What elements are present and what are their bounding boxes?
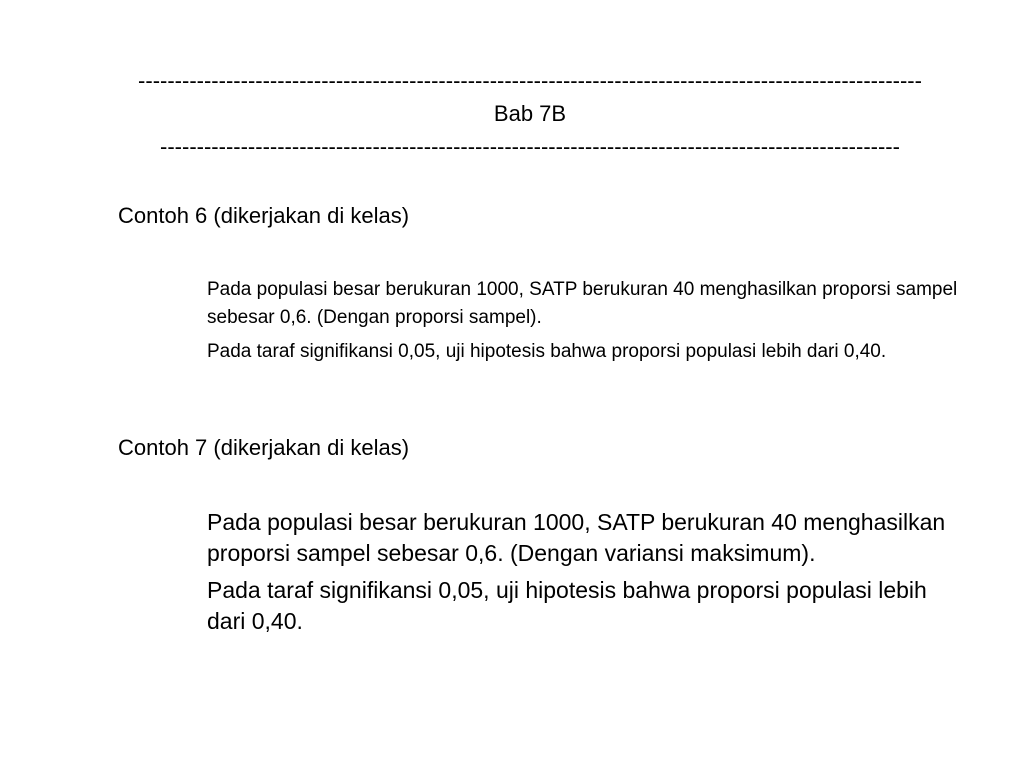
example-7-paragraph-2: Pada taraf signifikansi 0,05, uji hipotesis bahwa proporsi populasi lebih dari 0,40. <box>207 577 927 634</box>
example-6-paragraph-1: Pada populasi besar berukuran 1000, SATP berukuran 40 menghasilkan proporsi sampel sebesar 0,6. (Dengan proporsi sampel). <box>207 279 958 328</box>
slide-title-block <box>70 64 990 163</box>
title-top-rule: ----------------------------------------------------------------------------------------------------------- <box>138 68 922 93</box>
title-bottom-rule: ----------------------------------------------------------------------------------------------------- <box>160 134 900 159</box>
slide-title: Bab 7B <box>493 101 567 126</box>
example-7-heading: Contoh 7 (dikerjakan di kelas) <box>118 435 410 460</box>
example-7-paragraph-1: Pada populasi besar berukuran 1000, SATP berukuran 40 menghasilkan proporsi sampel sebesar 0,6. (Dengan variansi maksimum). <box>207 509 946 566</box>
example-6-body <box>207 276 967 366</box>
example-6-heading-block <box>118 201 978 231</box>
example-7-heading-block <box>118 433 978 463</box>
example-6-paragraph-2: Pada taraf signifikansi 0,05, uji hipotesis bahwa proporsi populasi lebih dari 0,40. <box>207 341 887 362</box>
example-6-heading: Contoh 6 (dikerjakan di kelas) <box>118 203 410 228</box>
example-7-body <box>207 507 967 637</box>
